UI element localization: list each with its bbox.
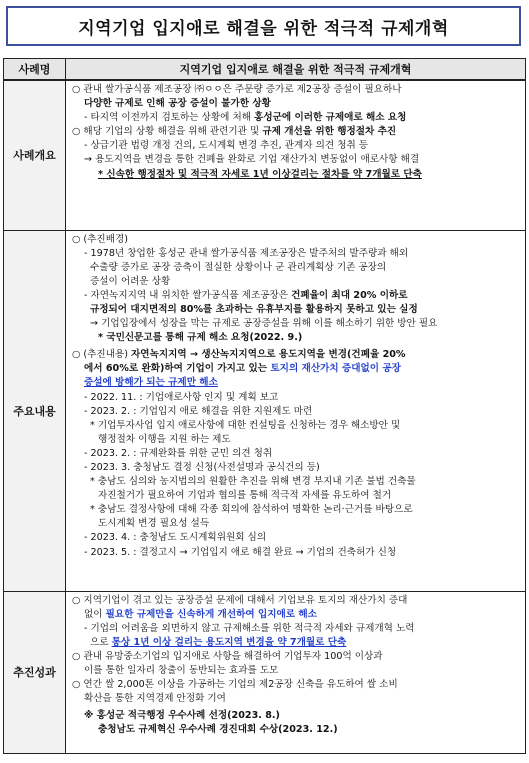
details-line: - 2023. 4. : 충청남도 도시계획위원회 심의: [84, 532, 267, 544]
details-line: - 2022. 11. : 기업애로사항 인지 및 계획 보고: [84, 391, 279, 403]
results-line: 확산을 통한 지역경제 안정화 기여: [84, 693, 226, 705]
details-line: 행정절차 이행을 지원 하는 제도: [98, 433, 231, 445]
results-line: 충청남도 규제혁신 우수사례 경진대회 수상(2023. 12.): [98, 724, 338, 736]
details-line: ○ (추진내용) 자연녹지지역 → 생산녹지지역으로 용도지역을 변경(건폐율 20%: [72, 349, 406, 361]
details-line: - 자연녹지지역 내 위치한 쌀가공식품 제조공장은 건폐율이 최대 20% 이하로: [84, 289, 408, 301]
details-line: 도시계획 변경 필요성 설득: [98, 518, 210, 530]
details-line: 수출량 증가로 공장 증축이 절실한 상황이나 군 관리계획상 기존 공장의: [90, 261, 387, 273]
overview-line: → 용도지역을 변경을 통한 건폐율 완화로 기업 재산가치 변동없이 애로사항 해결: [84, 154, 420, 166]
details-line: - 1978년 창업한 홍성군 관내 쌀가공식품 제조공장은 발주처의 발주량과 해외: [84, 247, 409, 259]
details-line: * 국민신문고를 통해 규제 해소 요청(2022. 9.): [98, 332, 303, 344]
overview-line: * 신속한 행정절차 및 적극적 자세로 1년 이상걸리는 절차를 약 7개월로 단축: [98, 168, 422, 180]
overview-row: [4, 80, 526, 230]
details-line: - 2023. 2. : 기업입지 애로 해결을 위한 지원제도 마련: [84, 405, 313, 417]
details-line: 증설이 어려운 상황: [90, 275, 171, 287]
details-line: 증설에 방해가 되는 규제만 해소: [84, 377, 218, 389]
details-line: → 기업입장에서 성장을 막는 규제로 공장증설을 위해 이를 해소하기 위한 방안 필요: [90, 318, 438, 330]
table-header-row: [4, 59, 526, 81]
case-table: [3, 58, 526, 754]
details-line: 규정되어 대지면적의 80%를 초과하는 유휴부지를 활용하지 못하고 있는 실정: [90, 303, 418, 315]
details-line: * 기업투자사업 입지 애로사항에 대한 컨설팅을 신청하는 경우 해소방안 및: [90, 419, 401, 431]
results-line: 없이 필요한 규제만을 신속하게 개선하여 입지애로 해소: [84, 608, 317, 620]
results-line: 이를 통한 일자리 창출이 동반되는 효과를 도모: [84, 664, 279, 676]
results-line: 으로 통상 1년 이상 걸리는 용도지역 변경을 약 7개월로 단축: [90, 636, 347, 648]
details-line: - 2023. 2. : 규제완화를 위한 군민 의견 청취: [84, 447, 273, 459]
page-title: 지역기업 입지애로 해결을 위한 적극적 규제개혁: [6, 6, 521, 46]
results-line: ○ 지역기업이 겪고 있는 공장증설 문제에 대해서 기업보유 토지의 재산가치 증대: [72, 594, 408, 606]
details-line: - 2023. 5. : 결정고시 → 기업입지 애로 해결 완료 → 기업의 건축허가 신청: [84, 546, 397, 558]
overview-content: [66, 80, 526, 230]
details-line: * 충남도 심의와 농지법의의 원활한 추진을 위해 변경 부지내 기존 불법 건축물: [90, 476, 416, 488]
details-line: - 2023. 3. 충청남도 결정 신청(사전설명과 공식건의 등): [84, 462, 320, 473]
header-case-name: 지역기업 입지애로 해결을 위한 적극적 규제개혁: [66, 59, 526, 81]
details-row: [4, 230, 526, 591]
overview-line: ○ 관내 쌀가공식품 제조공장 ㈜ㅇㅇ은 주문량 증가로 제2공장 증설이 필요하나: [72, 84, 402, 95]
overview-line: ○ 해당 기업의 상황 해결을 위해 관련기관 및 규제 개선을 위한 행정절차 추진: [72, 126, 397, 138]
details-line: 자진철거가 필요하여 기업과 협의를 통해 적극적 자세를 유도하여 철거: [98, 490, 392, 502]
details-content: [66, 230, 526, 591]
results-line: ○ 연간 쌀 2,000톤 이상을 가공하는 기업의 제2공장 신축을 유도하여 쌀 소비: [72, 679, 398, 691]
details-line: * 충남도 결정사항에 대해 각종 회의에 참석하여 명확한 논리·근거를 바탕으로: [90, 504, 413, 516]
results-label: 추진성과: [4, 591, 66, 753]
overview-label: 사례개요: [4, 80, 66, 230]
results-line: ※ 홍성군 적극행정 우수사례 선정(2023. 8.): [84, 710, 280, 722]
header-case-label: 사례명: [4, 59, 66, 81]
overview-line: - 상급기관 법령 개정 건의, 도시계획 변경 추진, 관계자 의견 청취 등: [84, 140, 369, 152]
results-line: - 기업의 어려움을 외면하지 않고 규제해소를 위한 적극적 자세와 규제개혁 노력: [84, 622, 415, 634]
results-line: ○ 관내 유망중소기업의 입지애로 사항을 해결하여 기업투자 100억 이상과: [72, 650, 383, 662]
results-row: [4, 591, 526, 753]
overview-line: - 타지역 이전까지 검토하는 상황에 처해 홍성군에 이러한 규제애로 해소 요청: [84, 112, 407, 124]
details-label: 주요내용: [4, 230, 66, 591]
results-content: [66, 591, 526, 753]
details-line: ○ (추진배경): [72, 233, 128, 245]
overview-line: 다양한 규제로 인해 공장 증설이 불가한 상황: [84, 98, 271, 110]
details-line: 에서 60%로 완화)하여 기업이 가지고 있는 토지의 재산가치 증대없이 공장: [84, 363, 401, 375]
